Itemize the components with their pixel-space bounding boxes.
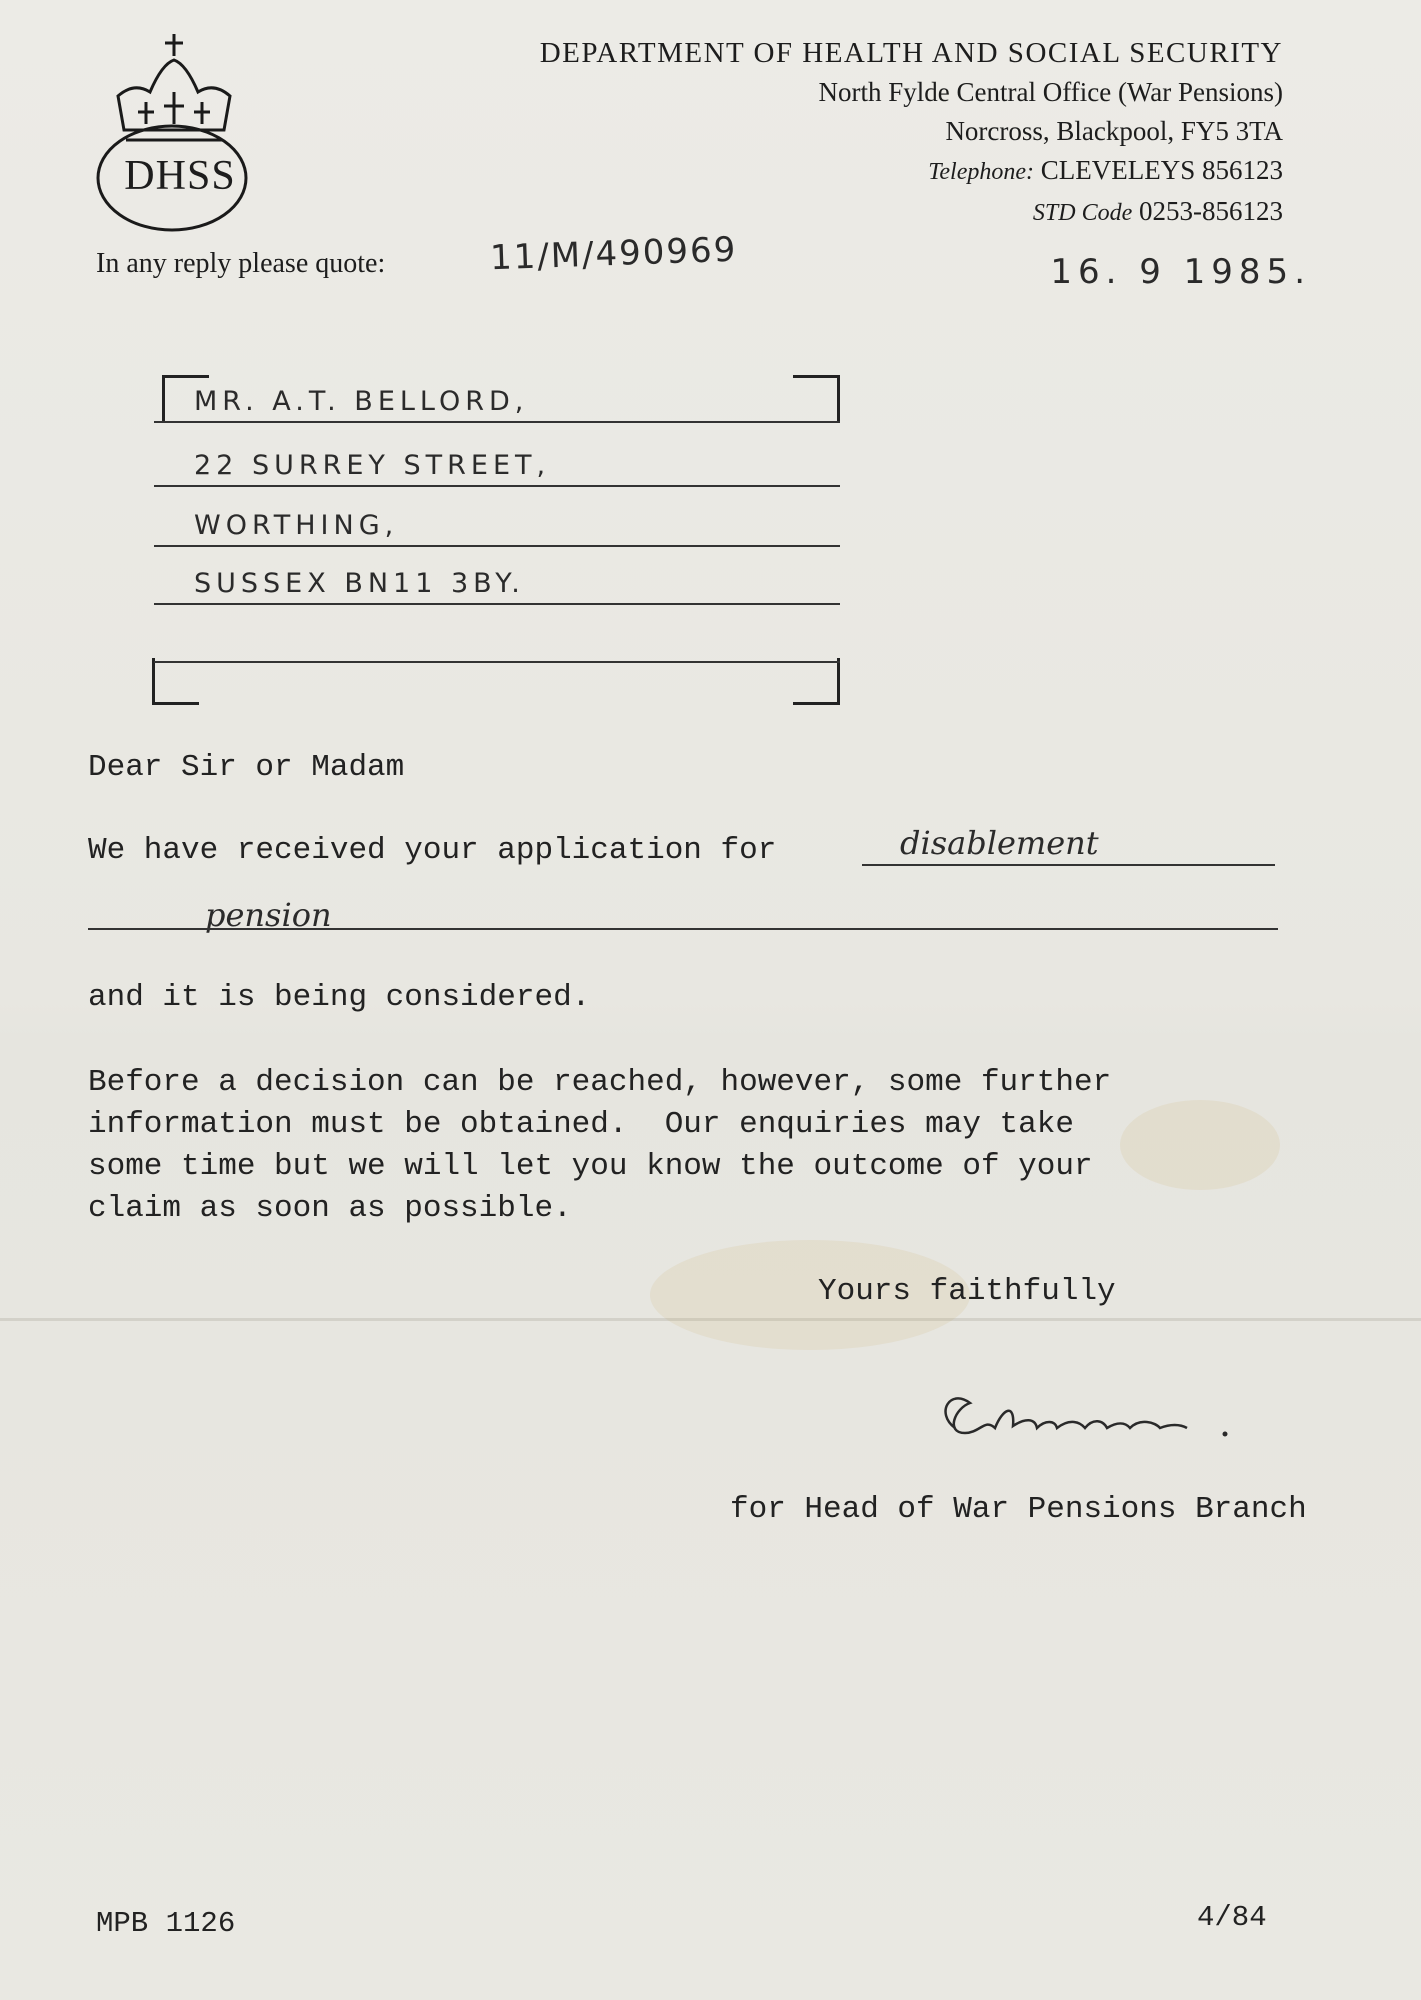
paragraph-line: information must be obtained. Our enquiries may take [88,1107,1074,1142]
body-paragraph [88,1062,1111,1230]
dhss-crown-logo [94,30,254,235]
form-number: MPB 1126 [96,1907,236,1940]
office-address: Norcross, Blackpool, FY5 3TA [945,116,1283,146]
closing: Yours faithfully [818,1274,1116,1309]
address-line-text: WORTHING, [194,510,399,541]
telephone [540,151,1283,192]
std-label: STD Code [1032,200,1133,226]
application-type-handwritten: disablement [900,824,1099,862]
application-type-handwritten: pension [205,896,332,934]
letterhead [540,34,1283,233]
salutation: Dear Sir or Madam [88,750,405,785]
application-blank-line [862,864,1275,866]
reply-reference-label: In any reply please quote: [96,248,386,279]
address-line-text: 22 SURREY STREET, [194,450,551,481]
recipient-address-box [150,375,840,705]
address-line [154,375,840,423]
signatory-role: for Head of War Pensions Branch [730,1492,1307,1527]
reply-reference-value: 11/M/490969 [489,229,738,279]
address-line [154,499,840,547]
address-line [154,439,840,487]
address-line-text: SUSSEX BN11 3BY. [194,568,525,599]
address-line [154,615,840,663]
address-corner [793,658,840,705]
std-code [540,192,1283,233]
address-line [154,557,840,605]
consideration-line: and it is being considered. [88,980,591,1015]
signature [925,1378,1235,1458]
telephone-label: Telephone: [928,159,1034,185]
paper-stain [1120,1100,1280,1190]
letter-date: 16. 9 1985. [1050,252,1311,292]
paper-fold [0,1318,1421,1321]
address-corner [152,658,199,705]
std-value: 0253-856123 [1139,196,1283,226]
form-date: 4/84 [1197,1901,1267,1934]
logo-text: DHSS [124,153,236,199]
application-line: We have received your application for [88,833,777,868]
paragraph-line: Before a decision can be reached, however, some further [88,1065,1112,1100]
office-name: North Fylde Central Office (War Pensions) [818,77,1283,107]
application-blank-line [88,928,1278,930]
paragraph-line: claim as soon as possible. [88,1191,572,1226]
paragraph-line: some time but we will let you know the outcome of your [88,1149,1093,1184]
department-name: DEPARTMENT OF HEALTH AND SOCIAL SECURITY [539,37,1283,69]
telephone-value: CLEVELEYS 856123 [1040,155,1283,185]
address-line-text: MR. A.T. BELLORD, [194,386,529,417]
